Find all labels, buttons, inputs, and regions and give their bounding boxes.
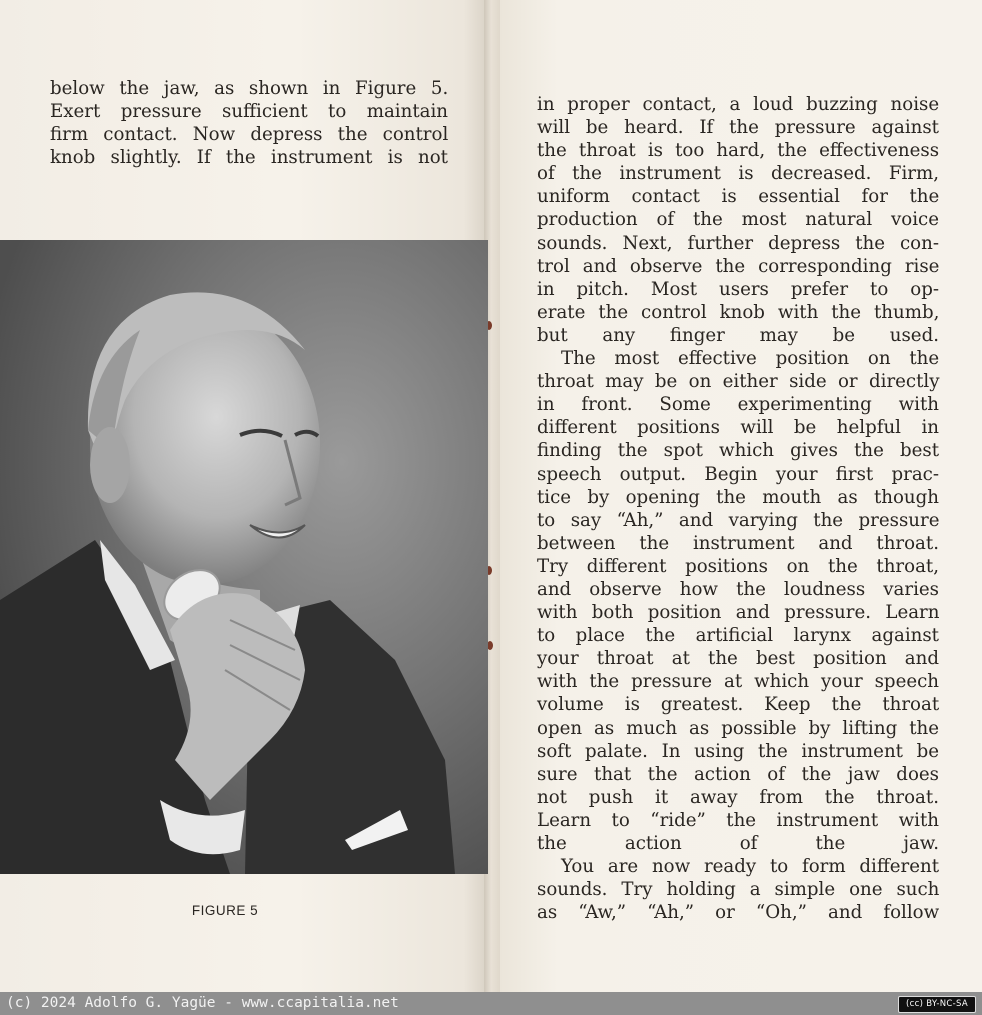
text-line: in front. Some experimenting with bbox=[537, 394, 939, 416]
text-line: You are now ready to form different bbox=[561, 856, 940, 878]
text-line: between the instrument and throat. bbox=[537, 532, 939, 554]
text-line: to say “Ah,” and varying the pressure bbox=[537, 509, 940, 531]
text-line: sounds. Try holding a simple one such bbox=[537, 879, 940, 901]
text-line: sure that the action of the jaw does bbox=[537, 763, 939, 785]
text-line: soft palate. In using the instrument be bbox=[537, 740, 939, 762]
man-using-artificial-larynx-illustration bbox=[0, 240, 488, 874]
text-line: will be heard. If the pressure against bbox=[537, 117, 939, 139]
text-line: knob slightly. If the instrument is not bbox=[50, 147, 448, 169]
watermark-footer-bar bbox=[0, 992, 982, 1015]
text-line: and observe how the loudness varies bbox=[537, 578, 939, 600]
text-line: erate the control knob with the thumb, bbox=[537, 301, 940, 323]
figure-5-photo bbox=[0, 240, 488, 874]
text-line: The most effective position on the bbox=[561, 348, 940, 370]
text-line: the action of the jaw. bbox=[537, 833, 939, 854]
text-line: as “Aw,” “Ah,” or “Oh,” and follow bbox=[537, 902, 940, 924]
text-line: with both position and pressure. Learn bbox=[537, 602, 940, 624]
cc-license-badge[interactable]: (cc) BY-NC-SA bbox=[898, 996, 976, 1013]
text-line: your throat at the best position and bbox=[537, 648, 939, 670]
text-line: to place the artificial larynx against bbox=[537, 625, 939, 647]
text-line: tice by opening the mouth as though bbox=[537, 486, 939, 508]
right-page-text bbox=[537, 93, 939, 924]
text-line: trol and observe the corresponding rise bbox=[537, 255, 940, 277]
text-line: production of the most natural voice bbox=[537, 209, 939, 231]
copyright-credit[interactable]: (c) 2024 Adolfo G. Yagüe - www.ccapitalia.net bbox=[6, 995, 399, 1011]
text-line: not push it away from the throat. bbox=[537, 786, 939, 808]
text-line: the throat is too hard, the effectiveness bbox=[537, 140, 940, 162]
text-line: but any finger may be used. bbox=[537, 324, 939, 346]
text-line: Try different positions on the throat, bbox=[537, 555, 939, 577]
figure-caption: FIGURE 5 bbox=[191, 903, 259, 918]
text-line: below the jaw, as shown in Figure 5. bbox=[50, 78, 449, 99]
text-line: uniform contact is essential for the bbox=[537, 186, 940, 208]
text-line: in pitch. Most users prefer to op- bbox=[537, 278, 940, 300]
text-line: Exert pressure sufficient to maintain bbox=[50, 101, 448, 123]
text-line: speech output. Begin your first prac- bbox=[537, 463, 939, 485]
text-line: Learn to “ride” the instrument with bbox=[537, 809, 939, 831]
text-line: open as much as possible by lifting the bbox=[537, 717, 939, 739]
text-line: in proper contact, a loud buzzing noise bbox=[537, 94, 940, 115]
text-line: firm contact. Now depress the control bbox=[50, 124, 449, 146]
text-line: of the instrument is decreased. Firm, bbox=[537, 163, 939, 185]
text-line: volume is greatest. Keep the throat bbox=[537, 694, 940, 716]
text-line: different positions will be helpful in bbox=[537, 417, 939, 439]
text-line: sounds. Next, further depress the con- bbox=[537, 232, 939, 254]
text-line: finding the spot which gives the best bbox=[537, 440, 940, 462]
text-line: with the pressure at which your speech bbox=[537, 671, 940, 693]
left-page-text bbox=[50, 77, 448, 169]
text-line: throat may be on either side or directly bbox=[537, 371, 940, 393]
